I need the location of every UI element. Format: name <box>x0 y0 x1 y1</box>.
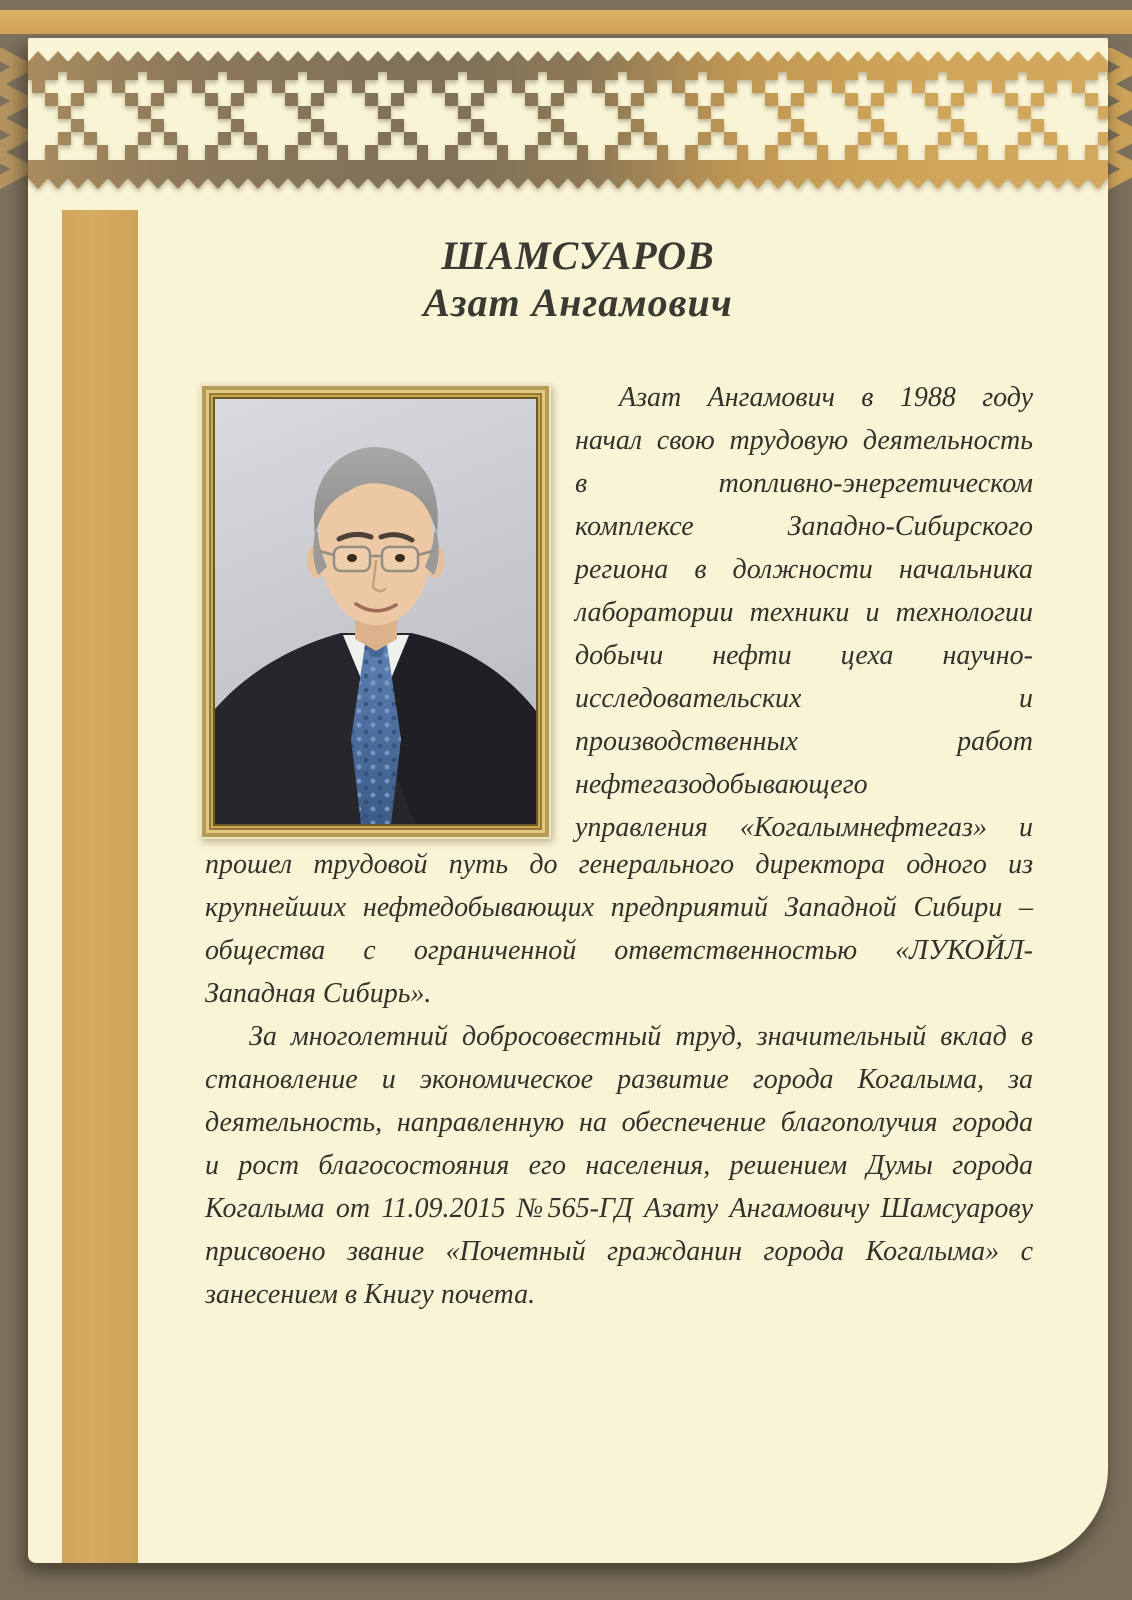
bio-text-line: Когалыма от 11.09.2015 №565-ГД Азату Ангамовичу Шамсуарову <box>205 1193 1033 1224</box>
bio-text-line: и рост благосостояния его населения, решением Думы города <box>205 1150 1033 1181</box>
bio-text-line: комплексе Западно-Сибирского <box>575 511 1033 542</box>
bio-text-wide <box>205 843 1033 1316</box>
bio-text-line: производственных работ <box>575 726 1033 757</box>
bio-text-line: деятельность, направленную на обеспечение благополучия города <box>205 1107 1033 1138</box>
bio-text-line: лаборатории техники и технологии <box>575 597 1033 628</box>
frame-moulding <box>213 397 538 826</box>
portrait-photo <box>215 399 536 824</box>
bio-text-column <box>575 376 1033 849</box>
title-surname: ШАМСУАРОВ <box>441 233 715 278</box>
bio-text-line: занесением в Книгу почета. <box>205 1279 536 1310</box>
bio-text-line: Западная Сибирь». <box>205 978 432 1009</box>
bio-text-line: добычи нефти цеха научно- <box>575 640 1033 671</box>
top-gold-bar <box>0 10 1132 34</box>
bio-text-line: исследовательских и <box>575 683 1033 714</box>
bio-text-line: становление и экономическое развитие города Когалыма, за <box>205 1064 1033 1095</box>
portrait-frame <box>200 384 551 839</box>
bio-text-line: начал свою трудовую деятельность <box>575 425 1033 456</box>
bio-text-line: прошел трудовой путь до генерального директора одного из <box>205 849 1033 880</box>
bio-text-line: в топливно-энергетическом <box>575 468 1033 499</box>
bio-text-line: присвоено звание «Почетный гражданин города Когалыма» с <box>205 1236 1033 1267</box>
ornament-band <box>28 50 1108 190</box>
bio-text-line: Азат Ангамович в 1988 году <box>619 382 1033 413</box>
document-page <box>28 38 1108 1563</box>
bio-text-line: крупнейших нефтедобывающих предприятий Западной Сибири – <box>205 892 1033 923</box>
frame-moulding <box>211 395 540 828</box>
left-gold-stripe <box>62 210 138 1563</box>
bio-text-line: За многолетний добросовестный труд, значительный вклад в <box>249 1021 1033 1052</box>
frame-moulding <box>206 390 545 833</box>
bio-text-line: региона в должности начальника <box>575 554 1033 585</box>
page-title <box>118 232 1038 326</box>
bio-text-line: общества с ограниченной ответственностью «ЛУКОЙЛ- <box>205 935 1033 966</box>
frame-moulding <box>209 393 542 830</box>
bio-text-line: нефтегазодобывающего <box>575 769 868 800</box>
bio-text-line: управления «Когалымнефтегаз» и <box>575 812 1033 843</box>
title-name-patronymic: Азат Ангамович <box>423 280 733 325</box>
